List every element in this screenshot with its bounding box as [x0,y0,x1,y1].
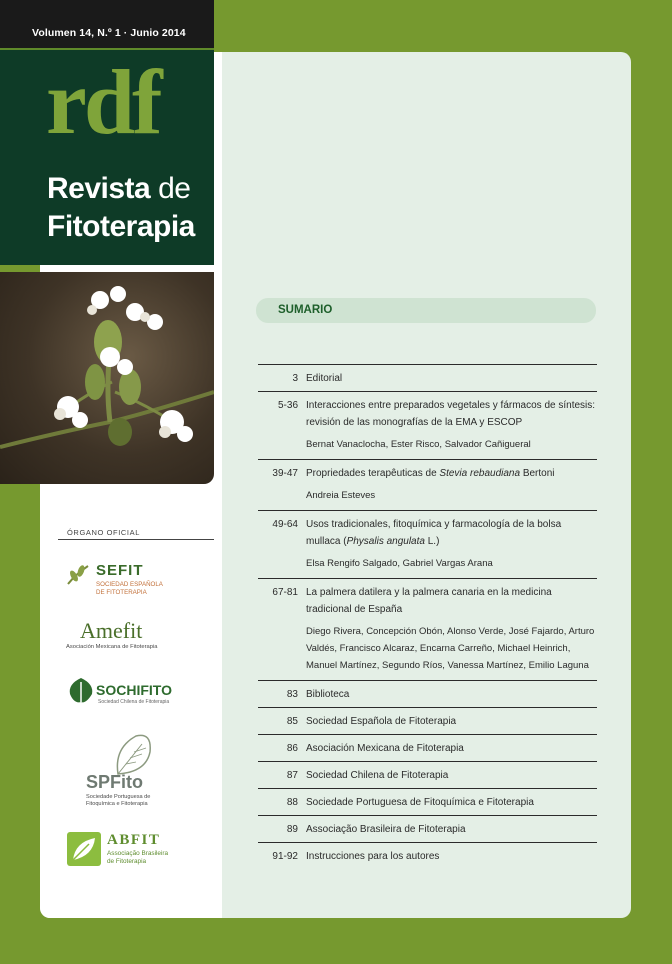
toc-title: Associação Brasileira de Fitoterapia [306,824,466,835]
organo-oficial-label: ÓRGANO OFICIAL [67,528,140,537]
toc-authors: Diego Rivera, Concepción Obón, Alonso Verde, José Fajardo, Arturo Valdés, Francisco Alcaraz, Encarna Carreño, Michael Heinrich, Manuel Martínez, Segundo Ríos, Vanessa Martínez, Emilio Laguna [306,626,595,671]
rdf-logo: rdf [46,51,160,153]
sefit-logo: SEFIT SOCIEDAD ESPAÑOLA DE FITOTERAPIA [66,562,186,602]
toc-title: Instrucciones para los autores [306,851,440,862]
toc-row-editorial[interactable] [258,364,597,391]
volume-bar [0,0,214,50]
toc-page: 89 [286,824,298,835]
sochifito-logo: SOCHIFITO Sociedad Chilena de Fitoterapia [66,676,186,712]
toc-row-sefit[interactable] [258,707,597,734]
masthead [0,0,214,265]
toc-title: Interacciones entre preparados vegetales y fármacos de síntesis: revisión de las monografías de la EMA y ESCOP [306,400,596,428]
toc-title: La palmera datilera y la palmera canaria en la medicina tradicional de España [306,587,552,615]
toc-row-sochifito[interactable] [258,761,597,788]
amefit-logo: Amefit Asociación Mexicana de Fitoterapia [66,618,158,650]
toc-page: 49-64 [272,519,298,530]
toc-page: 39-47 [272,468,298,479]
toc-page: 83 [286,689,298,700]
volume-text: Volumen 14, N.º 1 · Junio 2014 [32,27,186,39]
toc-title: Editorial [306,373,343,384]
journal-title-line2: Fitoterapia [47,210,195,243]
toc-page: 91-92 [272,851,298,862]
toc-row-physalis[interactable] [258,510,597,578]
toc-page: 3 [292,373,298,384]
toc-row-stevia[interactable] [258,459,597,510]
toc-row-palmera[interactable] [258,578,597,680]
toc-row-instrucciones[interactable] [258,842,597,869]
toc-title: Asociación Mexicana de Fitoterapia [306,743,464,754]
journal-title-line1: Revista de [47,172,191,205]
toc-title: Usos tradicionales, fitoquímica y farmacología de la bolsa mullaca (Physalis angulata L.) [306,519,562,547]
toc-page: 67-81 [272,587,298,598]
table-of-contents [258,364,597,869]
leaf-icon [67,832,101,866]
toc-page: 85 [286,716,298,727]
toc-title: Propriedades terapêuticas de Stevia rebaudiana Bertoni [306,468,555,479]
toc-page: 5-36 [277,400,298,411]
toc-page: 88 [286,797,298,808]
leaf-icon [66,676,96,706]
abfit-logo: ABFIT Associação Brasileira de Fitoterapia [67,832,187,868]
toc-authors: Elsa Rengifo Salgado, Gabriel Vargas Arana [306,558,493,569]
toc-title: Sociedad Española de Fitoterapia [306,716,457,727]
toc-title: Sociedade Portuguesa de Fitoquímica e Fitoterapia [306,797,534,808]
toc-page: 86 [286,743,298,754]
toc-row-amefit[interactable] [258,734,597,761]
organo-divider [58,539,214,540]
toc-row-interacciones[interactable] [258,391,597,459]
toc-row-abfit[interactable] [258,815,597,842]
toc-row-biblioteca[interactable] [258,680,597,707]
cover-photo [0,272,214,484]
spfito-logo: SPFito Sociedade Portuguesa de Fitoquímica e Fitoterapia [80,732,190,808]
leaf-icon [66,564,90,586]
toc-authors: Andreia Esteves [306,490,376,501]
toc-title: Sociedad Chilena de Fitoterapia [306,770,449,781]
toc-page: 87 [286,770,298,781]
sumario-heading: SUMARIO [256,298,596,323]
toc-authors: Bernat Vanaclocha, Ester Risco, Salvador Cañigueral [306,439,531,450]
toc-row-spfito[interactable] [258,788,597,815]
toc-title: Biblioteca [306,689,350,700]
